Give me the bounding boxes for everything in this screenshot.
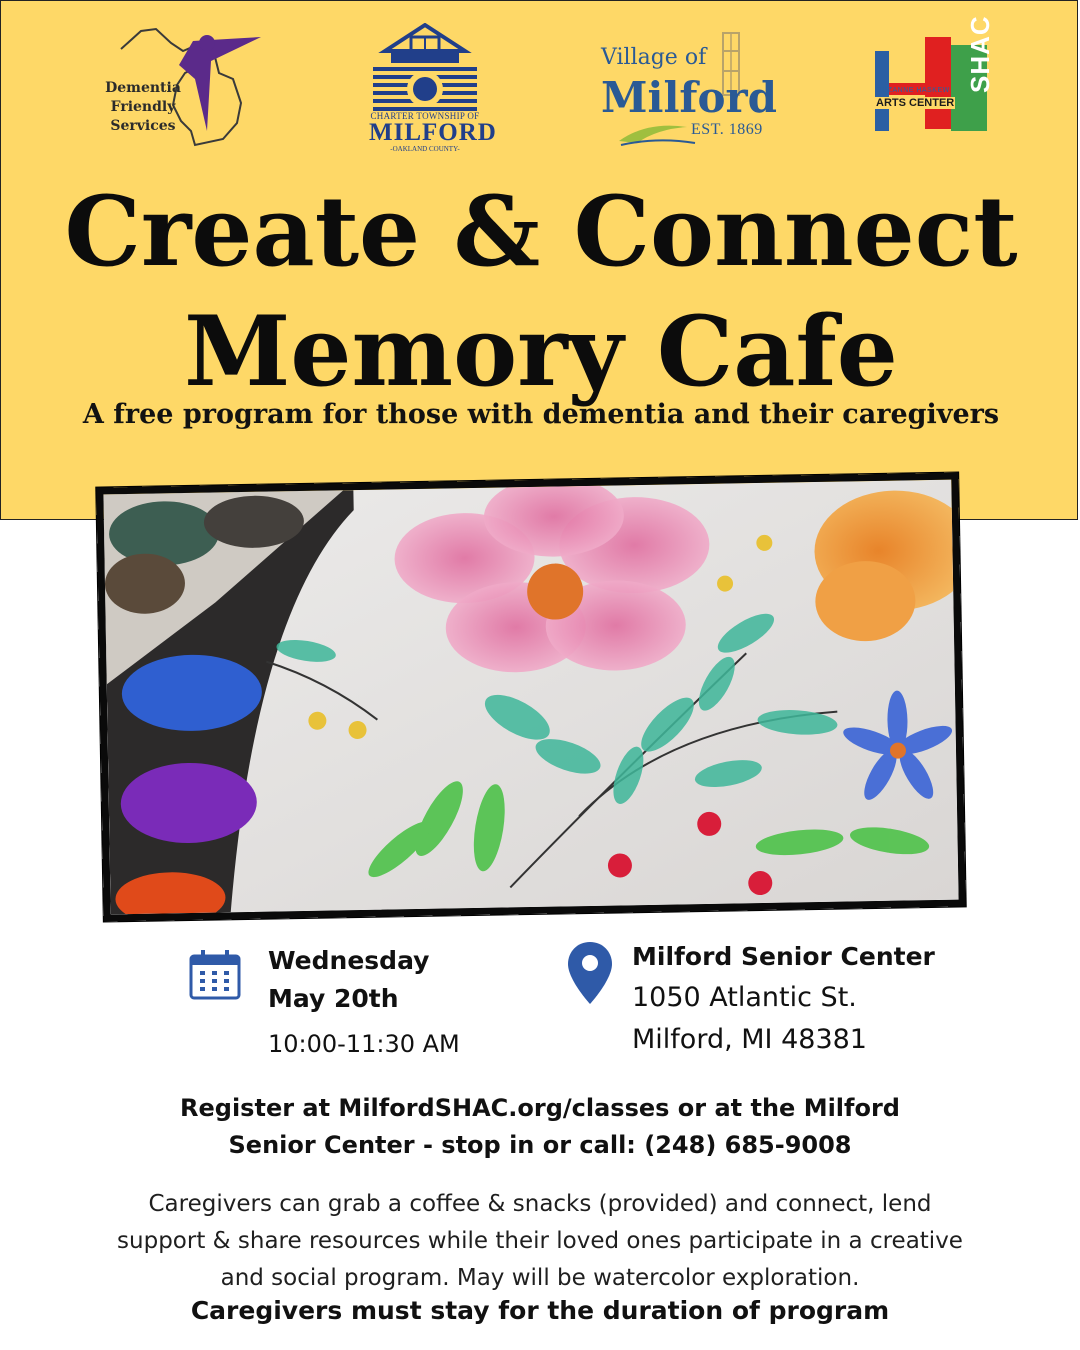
event-date: May 20th	[268, 984, 399, 1013]
description-line-1: Caregivers can grab a coffee & snacks (provided) and connect, lend	[148, 1191, 932, 1217]
subtitle: A free program for those with dementia and their caregivers	[82, 399, 1000, 430]
township-milford-logo	[369, 23, 497, 153]
arts-center-text: ARTS CENTER	[876, 97, 955, 109]
village-milford-logo	[599, 31, 777, 151]
location-name: Milford Senior Center	[632, 942, 935, 971]
dementia-line: Dementia	[105, 80, 181, 96]
shac-text: SHAC	[965, 15, 995, 93]
village-milford-text: Milford	[601, 73, 777, 122]
watercolor-flowers-image	[103, 480, 958, 915]
friendly-line: Friendly	[110, 99, 176, 115]
established-text: EST. 1869	[691, 121, 763, 138]
leaf-swoosh-icon	[617, 119, 697, 149]
description-line-3: and social program. May will be watercolor exploration.	[220, 1265, 860, 1291]
header-banner	[0, 0, 1078, 520]
village-of-text: Village of	[601, 45, 707, 70]
charter-township-text: CHARTER TOWNSHIP OF	[370, 111, 480, 121]
location-street: 1050 Atlantic St.	[632, 982, 857, 1013]
register-line-1: Register at MilfordSHAC.org/classes or at the Milford	[180, 1094, 900, 1122]
description-line-2: support & share resources while their loved ones participate in a creative	[117, 1228, 963, 1254]
watercolor-photo	[96, 473, 965, 922]
location-pin-icon	[566, 940, 614, 1006]
title-line-2: Memory Cafe	[184, 295, 898, 408]
title-line-1: Create & Connect	[64, 175, 1018, 288]
shac-arts-center-logo	[873, 15, 995, 135]
dementia-friendly-logo	[105, 21, 271, 151]
dementia-logo-text	[103, 79, 183, 136]
township-name: MILFORD	[369, 119, 497, 146]
caregiver-notice: Caregivers must stay for the duration of program	[190, 1296, 890, 1325]
services-line: Services	[110, 118, 176, 134]
location-city: Milford, MI 48381	[632, 1024, 867, 1055]
township-hall-icon	[369, 23, 481, 115]
event-time: 10:00-11:30 AM	[268, 1030, 460, 1058]
calendar-icon	[188, 948, 242, 1002]
register-info	[0, 1090, 1080, 1164]
county-text: -OAKLAND COUNTY-	[390, 145, 460, 153]
program-description	[80, 1186, 1000, 1297]
register-line-2: Senior Center - stop in or call: (248) 685-9008	[228, 1131, 852, 1159]
suzanne-haskew-text: SUZANNE HASKEW	[877, 87, 950, 94]
event-day: Wednesday	[268, 946, 430, 975]
